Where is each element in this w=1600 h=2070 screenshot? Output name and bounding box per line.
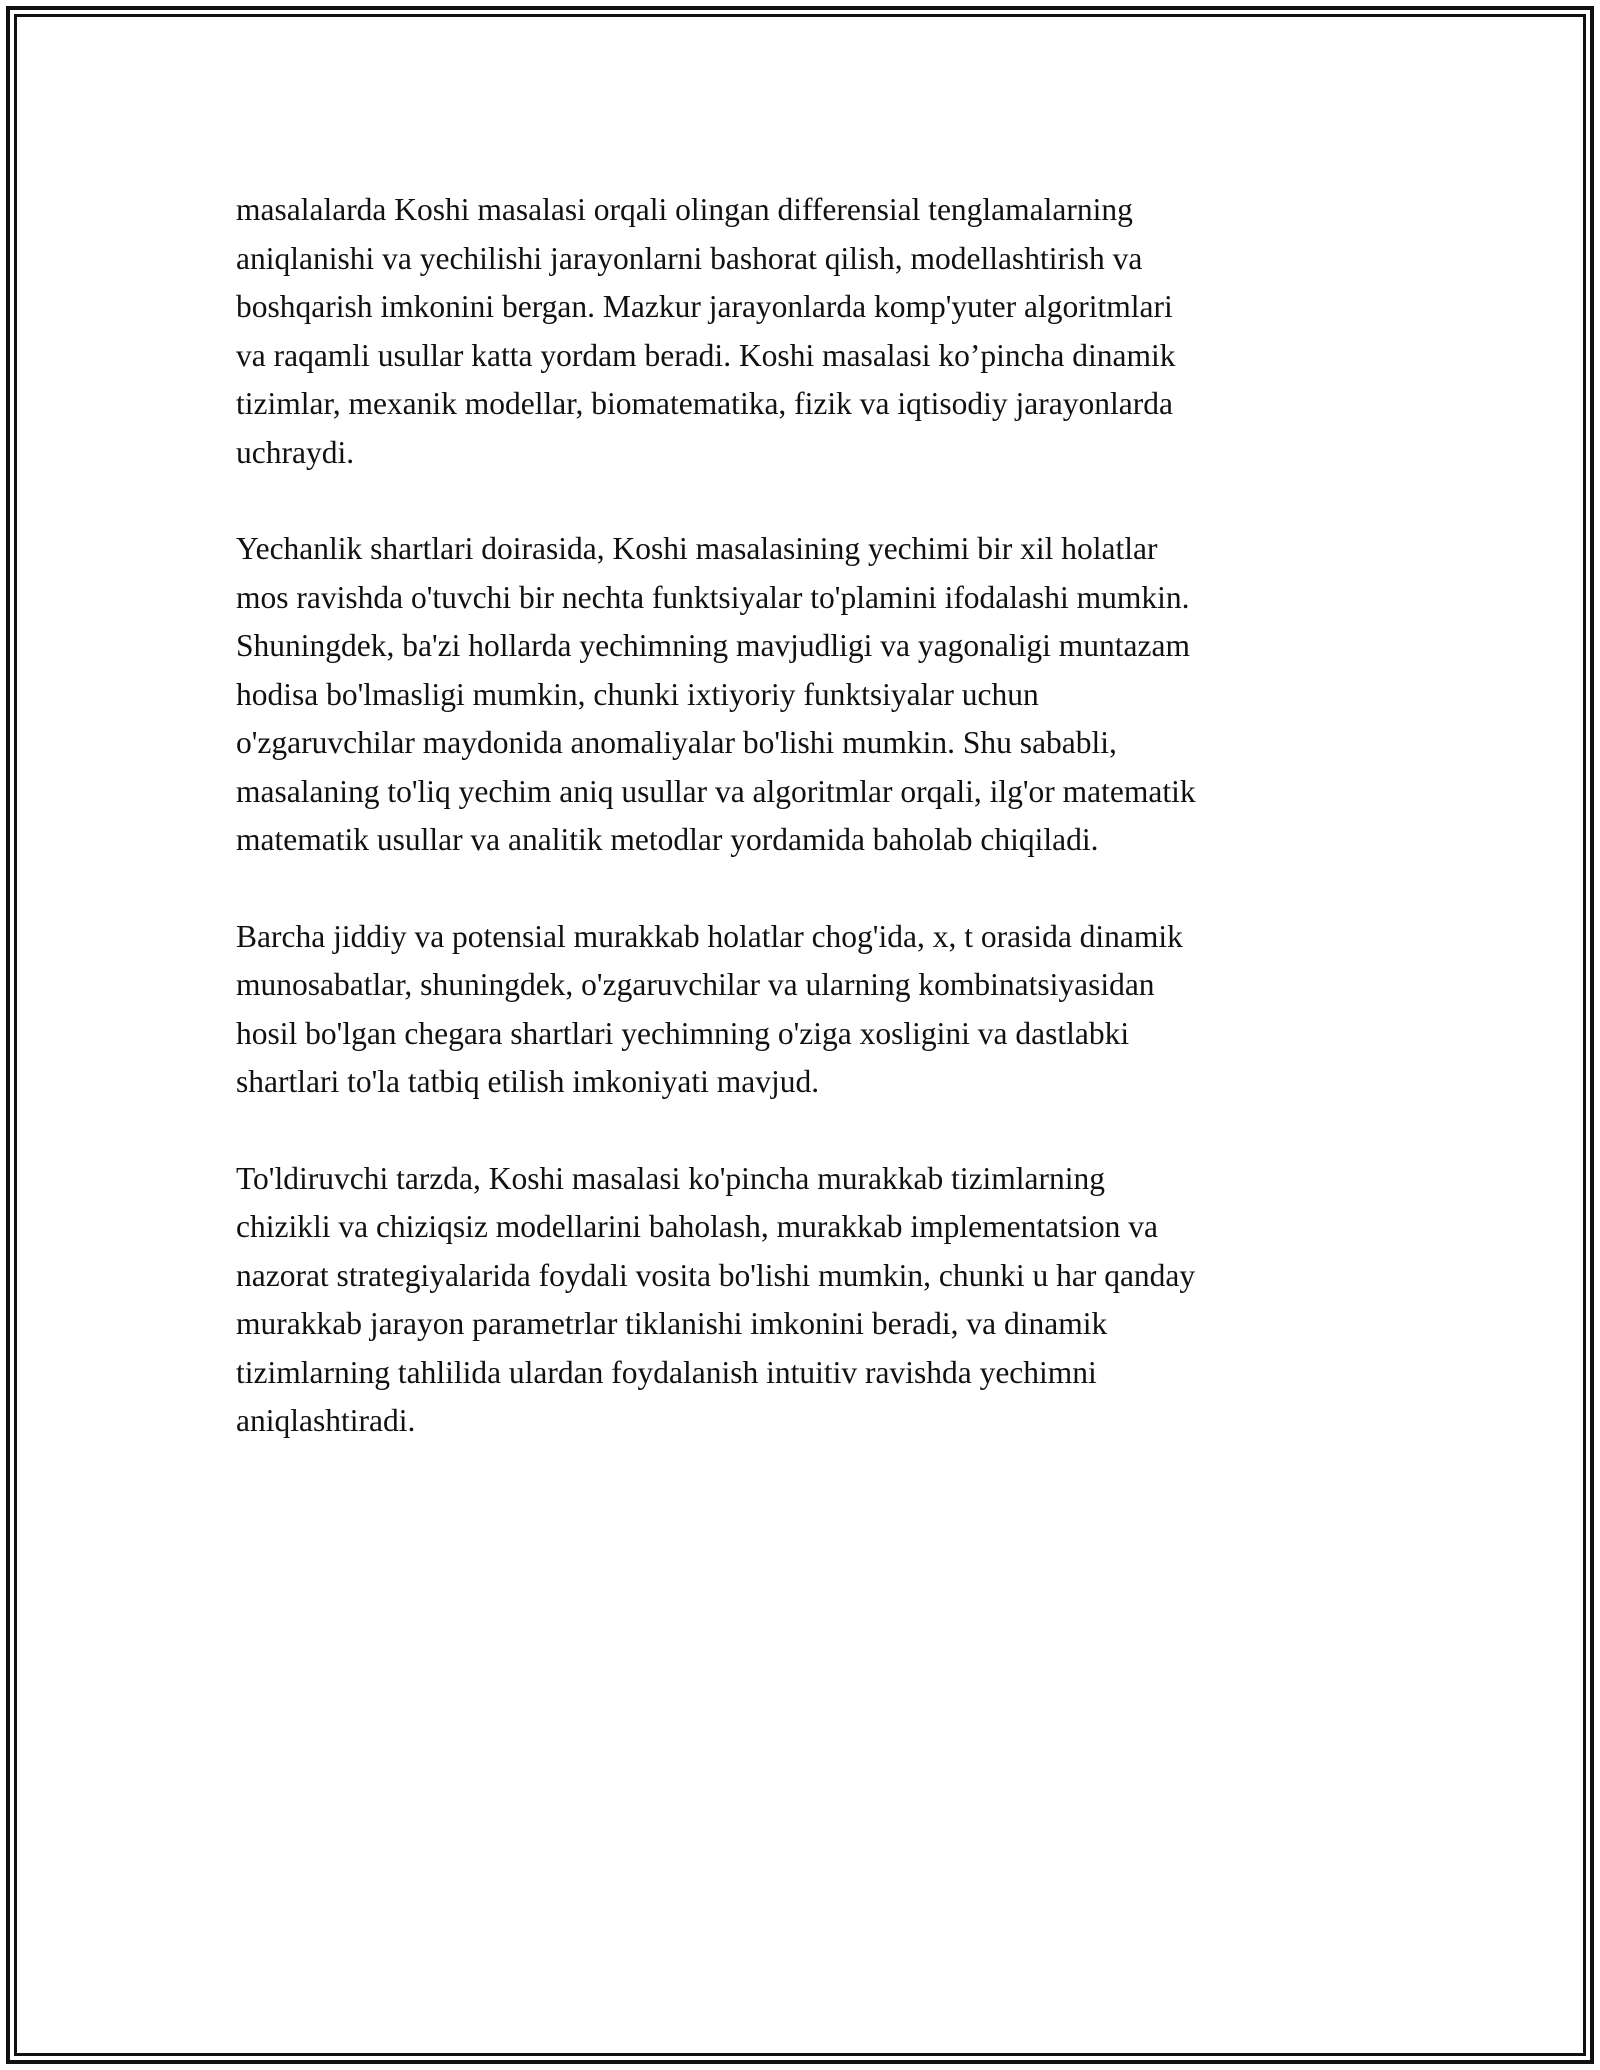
document-body xyxy=(236,186,1366,1494)
paragraph-1: masalalarda Koshi masalasi orqali olingan differensial tenglamalarning aniqlanishi va yechilishi jarayonlarni bashorat qilish, modellashtirish va boshqarish imkonini bergan. Mazkur jarayonlarda komp'yuter algoritmlari va raqamli usullar katta yordam beradi. Koshi masalasi ko’pincha dinamik tizimlar, mexanik modellar, biomatematika, fizik va iqtisodiy jarayonlarda uchraydi. xyxy=(236,192,1176,470)
paragraph-2: Yechanlik shartlari doirasida, Koshi masalasining yechimi bir xil holatlar mos ravishda o'tuvchi bir nechta funktsiyalar to'plamini ifodalashi mumkin. Shuningdek, ba'zi hollarda yechimning mavjudligi va yagonaligi muntazam hodisa bo'lmasligi mumkin, chunki ixtiyoriy funktsiyalar uchun o'zgaruvchilar maydonida anomaliyalar bo'lishi mumkin. Shu sababli, masalaning to'liq yechim aniq usullar va algoritmlar orqali, ilg'or matematik matematik usullar va analitik metodlar yordamida baholab chiqiladi. xyxy=(236,531,1196,857)
paragraph-3: Barcha jiddiy va potensial murakkab holatlar chog'ida, x, t orasida dinamik munosabatlar, shuningdek, o'zgaruvchilar va ularning kombinatsiyasidan hosil bo'lgan chegara shartlari yechimning o'ziga xosligini va dastlabki shartlari to'la tatbiq etilish imkoniyati mavjud. xyxy=(236,918,1183,1099)
paragraph-4: To'ldiruvchi tarzda, Koshi masalasi ko'pincha murakkab tizimlarning chizikli va chiziqsiz modellarini baholash, murakkab implementatsion va nazorat strategiyalarida foydali vosita bo'lishi mumkin, chunki u har qanday murakkab jarayon parametrlar tiklanishi imkonini beradi, va dinamik tizimlarning tahlilida ulardan foydalanish intuitiv ravishda yechimni aniqlashtiradi. xyxy=(236,1160,1196,1438)
